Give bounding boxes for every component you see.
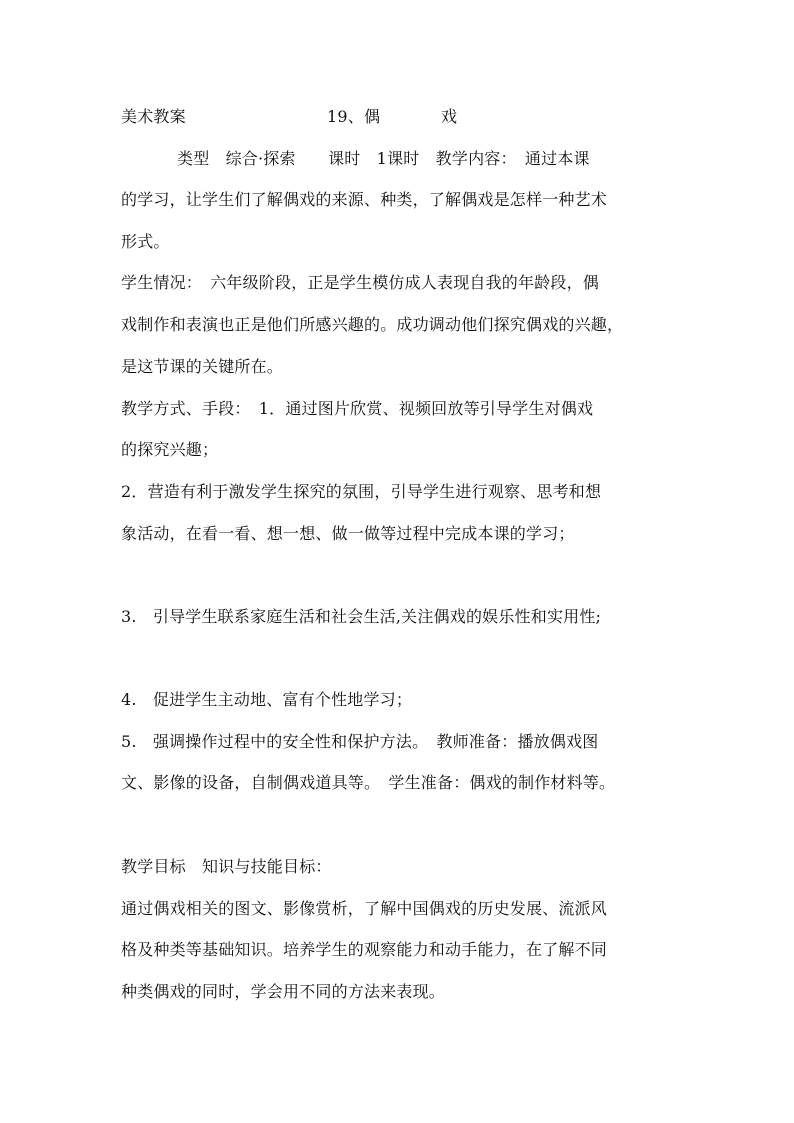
teaching-goal-line-2: 格及种类等基础知识。培养学生的观察能力和动手能力，在了解不同 <box>121 940 608 959</box>
lesson-type-line: 类型 综合·探索 课时 1课时 教学内容： 通过本课 <box>177 149 590 168</box>
teaching-method-item-5: 5. 强调操作过程中的安全性和保护方法。 教师准备：播放偶戏图 <box>121 732 599 751</box>
student-situation-line-3: 是这节课的关键所在。 <box>121 357 284 376</box>
teaching-method-item-4: 4. 促进学生主动地、富有个性地学习； <box>121 690 413 709</box>
title-lesson-number: 19、偶 <box>327 107 381 126</box>
student-situation-line: 学生情况： 六年级阶段，正是学生模仿成人表现自我的年龄段，偶 <box>121 273 600 292</box>
student-situation-line-2: 戏制作和表演也正是他们所感兴趣的。成功调动他们探究偶戏的兴趣， <box>121 315 624 334</box>
teaching-goal-line-3: 种类偶戏的同时，学会用不同的方法来表现。 <box>121 982 446 1001</box>
teaching-method-item-2-cont: 象活动，在看一看、想一想、做一做等过程中完成本课的学习； <box>121 524 575 543</box>
teaching-goal-line: 通过偶戏相关的图文、影像赏析，了解中国偶戏的历史发展、流派风 <box>121 899 608 918</box>
lesson-content-line: 的学习，让学生们了解偶戏的来源、种类，了解偶戏是怎样一种艺术 <box>121 190 608 209</box>
teaching-goal-heading: 教学目标 知识与技能目标： <box>121 857 332 876</box>
teaching-method-line-2: 的探究兴趣； <box>121 440 219 459</box>
title-lesson-name-end: 戏 <box>441 107 458 126</box>
teaching-method-item-3: 3. 引导学生联系家庭生活和社会生活,关注偶戏的娱乐性和实用性; <box>121 607 602 626</box>
teaching-method-item-2: 2．营造有利于激发学生探究的氛围，引导学生进行观察、思考和想 <box>121 482 602 501</box>
title-subject: 美术教案 <box>121 107 186 126</box>
teaching-method-line: 教学方式、手段： 1．通过图片欣赏、视频回放等引导学生对偶戏 <box>121 399 594 418</box>
lesson-content-line-end: 形式。 <box>121 232 170 251</box>
preparation-line: 文、影像的设备，自制偶戏道具等。 学生准备：偶戏的制作材料等。 <box>121 773 616 792</box>
